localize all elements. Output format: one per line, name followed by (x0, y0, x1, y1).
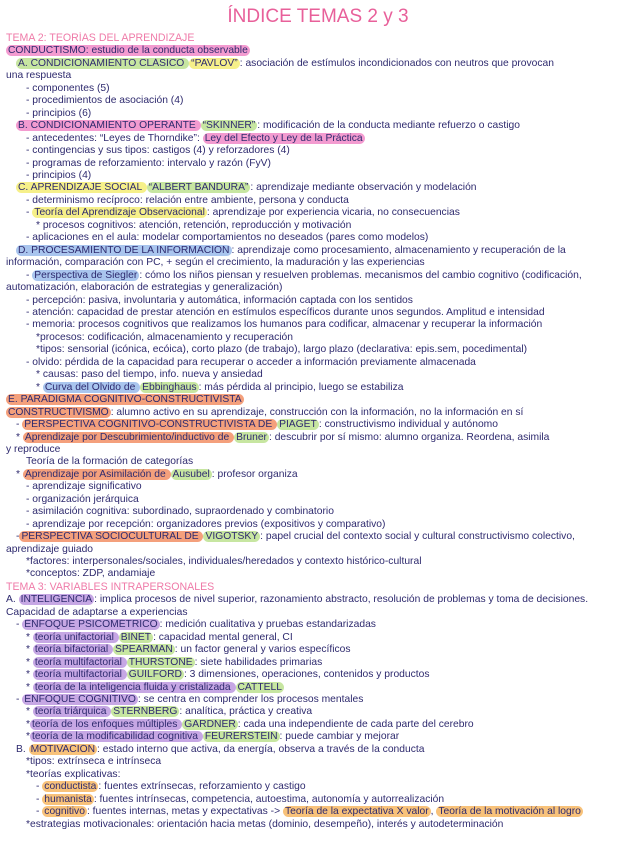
outline-line (6, 694, 630, 706)
highlighted-term: “ALBERT BANDURA” (148, 182, 249, 194)
line-text: : fuentes intrínsecas, competencia, autoestima, autonomía y autorrealización (93, 793, 445, 805)
line-text: *teorías explicativas: (26, 768, 121, 780)
highlighted-term: Teoría de la motivación al logro (438, 806, 581, 818)
line-text: : implica procesos de nivel superior, razonamiento abstracto, resolución de problemas y toma de decisiones. (94, 594, 589, 606)
highlighted-term: Ausubel (172, 468, 210, 480)
outline-line (6, 108, 630, 120)
section-heading: TEMA 2: TEORÍAS DEL APRENDIZAJE (6, 32, 195, 44)
line-text: Teoría de la formación de categorías (26, 456, 194, 468)
highlighted-term: GARDNER (184, 718, 236, 730)
highlighted-term: INTELIGENCIA (20, 594, 93, 606)
line-text: - (26, 207, 33, 219)
outline-line (6, 632, 630, 644)
line-text: - (36, 806, 43, 818)
outline-line (6, 70, 630, 82)
outline-line (6, 220, 630, 232)
outline-line (6, 568, 630, 580)
line-text: - percepción: pasiva, involuntaria y automática, información captada con los sentidos (26, 294, 413, 306)
line-text: : estado interno que activa, da energía, observa a través de la conducta (97, 743, 425, 755)
outline-line (6, 444, 630, 456)
line-text: B. (16, 743, 29, 755)
line-text: - atención: capacidad de prestar atención en estímulos específicos durante unos segundos. Amplitud e intensidad (26, 306, 545, 318)
line-text: - asimilación cognitiva: subordinado, supraordenado y combinatorio (26, 506, 334, 518)
outline-line (6, 120, 630, 132)
outline-line (6, 270, 630, 282)
line-text: automatización, elaboración de estrategias y generalización) (6, 282, 283, 294)
line-text: * (16, 468, 23, 480)
line-text: : fuentes extrínsecas, reforzamiento y castigo (98, 781, 306, 793)
highlighted-term: Aprendizaje por Asimilación de (24, 468, 169, 480)
line-text: - (16, 694, 23, 706)
highlighted-term: PERSPECTIVA SOCIOCULTURAL DE (21, 531, 202, 543)
line-text: - principios (4) (26, 169, 92, 181)
line-text: - olvido: pérdida de la capacidad para recuperar o acceder a información previamente almacenada (26, 356, 476, 368)
highlighted-term: B. CONDICIONAMIENTO OPERANTE (18, 120, 199, 132)
outline-line (6, 245, 630, 257)
line-text: *tipos: sensorial (icónica, ecóica), corto plazo (de trabajo), largo plazo (declarativa: epis.sem, pocedimental) (36, 344, 528, 356)
outline-line (6, 619, 630, 631)
highlighted-term: ENFOQUE COGNITIVO (24, 694, 136, 706)
outline-line (6, 806, 630, 818)
line-text: *tipos: extrínseca e intrínseca (26, 756, 162, 768)
outline-body (6, 32, 630, 831)
outline-line (6, 682, 630, 694)
line-text: - (16, 419, 23, 431)
line-text: : puede cambiar y mejorar (279, 731, 400, 743)
line-text: : papel crucial del contexto social y cultural constructivismo colectivo, (260, 531, 575, 543)
highlighted-term: E. PARADIGMA COGNITIVO-CONSTRUCTIVISTA (8, 394, 242, 406)
highlighted-term: ENFOQUE PSICOMÉTRICO (24, 619, 158, 631)
highlighted-term: humanista (44, 793, 92, 805)
line-text: aprendizaje guiado (6, 543, 94, 555)
highlighted-term: Bruner (236, 431, 267, 443)
section-heading: TEMA 3: VARIABLES INTRAPERSONALES (6, 580, 215, 593)
line-text: * (26, 681, 33, 693)
outline-line (6, 344, 630, 356)
line-text: y reproduce (6, 443, 61, 455)
line-text: * (26, 718, 31, 730)
line-text: * (16, 431, 23, 443)
highlighted-term: Aprendizaje por Descubrimiento/inductivo de (24, 431, 233, 443)
line-text: : alumno activo en su aprendizaje, construcción con la información, no la información en sí (110, 406, 524, 418)
outline-line (6, 95, 630, 107)
line-text: : más pérdida al principio, luego se estabiliza (198, 381, 404, 393)
line-text: * (26, 631, 33, 643)
line-text: : constructivismo individual y autónomo (318, 419, 498, 431)
outline-line (6, 607, 630, 619)
outline-line (6, 282, 630, 294)
outline-line (6, 182, 630, 194)
line-text: - aprendizaje por recepción: organizadores previos (expositivos y comparativo) (26, 518, 386, 530)
line-text: * (36, 381, 43, 393)
highlighted-term: Perspectiva de Siegler (34, 269, 138, 281)
highlighted-term: STERNBERG (113, 706, 178, 718)
outline-line (6, 232, 630, 244)
highlighted-term: “PAVLOV” (191, 57, 238, 69)
line-text: *factores: interpersonales/sociales, individuales/heredados y contexto histórico-cultural (26, 556, 422, 568)
outline-line (6, 731, 630, 743)
highlighted-term: teoría multifactorial (34, 656, 125, 668)
highlighted-term: PERSPECTIVA COGNITIVO-CONSTRUCTIVISTA DE (24, 419, 276, 431)
highlighted-term: “SKINNER” (202, 120, 256, 132)
line-text: : aprendizaje mediante observación y modelación (250, 182, 477, 194)
highlighted-term: A. CONDICIONAMIENTO CLÁSICO (18, 57, 188, 69)
line-text: - contingencias y sus tipos: castigos (4) y reforzadores (4) (26, 145, 290, 157)
outline-line (6, 382, 630, 394)
outline-line (6, 58, 630, 70)
line-text: - determinismo recíproco: relación entre ambiente, persona y conducta (26, 194, 349, 206)
line-text: *conceptos: ZDP, andamiaje (26, 568, 156, 580)
line-text: - (36, 781, 43, 793)
outline-line (6, 657, 630, 669)
highlighted-term: CATTELL (237, 681, 282, 693)
outline-line (6, 295, 630, 307)
line-text: : capacidad mental general, CI (153, 631, 293, 643)
outline-line (6, 581, 630, 594)
highlighted-term: PIAGET (279, 419, 317, 431)
highlighted-term: MOTIVACIÓN (30, 743, 96, 755)
line-text: - aprendizaje significativo (26, 481, 142, 493)
line-text: : asociación de estímulos incondicionados con neutros que provocan (239, 57, 554, 69)
line-text: - (36, 793, 43, 805)
highlighted-term: GUILFORD (128, 669, 182, 681)
line-text: , (430, 806, 437, 818)
line-text: *estrategias motivacionales: orientación hacia metas (dominio, desempeño), interés y autodeterminación (26, 818, 504, 830)
highlighted-term: FEURERSTEIN (204, 731, 278, 743)
highlighted-term: THURSTONE (128, 656, 193, 668)
outline-line (6, 419, 630, 431)
line-text: : se centra en comprender los procesos mentales (137, 694, 364, 706)
line-text: - aplicaciones en el aula: modelar comportamientos no deseados (pares como modelos) (26, 232, 429, 244)
outline-line (6, 781, 630, 793)
line-text: - principios (6) (26, 107, 92, 119)
line-text: : cómo los niños piensan y resuelven problemas. mecanismos del cambio cognitivo (codificación, (139, 269, 582, 281)
line-text: : un factor general y varios específicos (174, 644, 351, 656)
highlighted-term: VIGOTSKY (205, 531, 259, 543)
highlighted-term: teoría de los enfoques múltiples (32, 718, 181, 730)
highlighted-term: Curva del Olvido de (44, 381, 139, 393)
line-text: Capacidad de adaptarse a experiencias (6, 606, 188, 618)
line-text: una respuesta (6, 70, 72, 82)
line-text: información, comparación con PC, + según el crecimiento, la maduración y las experiencias (6, 257, 425, 269)
outline-line (6, 644, 630, 656)
highlighted-term: conductista (44, 781, 97, 793)
line-text: *procesos: codificación, almacenamiento y recuperación (36, 331, 293, 343)
line-text: : fuentes internas, metas y expectativas -> (86, 806, 283, 818)
highlighted-term: CONDUCTISMO: estudio de la conducta observable (8, 45, 248, 57)
line-text: * procesos cognitivos: atención, retención, reproducción y motivación (36, 219, 352, 231)
line-text: - antecedentes: “Leyes de Thorndike”: (26, 132, 203, 144)
outline-line (6, 45, 630, 57)
highlighted-term: SPEARMAN (115, 644, 173, 656)
outline-line (6, 669, 630, 681)
line-text: * (26, 656, 33, 668)
highlighted-term: teoría de la inteligencia fluida y cristalizada (34, 681, 234, 693)
line-text: * causas: paso del tiempo, info. nueva y ansiedad (36, 369, 263, 381)
outline-line (6, 145, 630, 157)
line-text: - (26, 269, 33, 281)
highlighted-term: CONSTRUCTIVISMO (8, 406, 109, 418)
outline-line (6, 133, 630, 145)
line-text: - memoria: procesos cognitivos que realizamos los humanos para codificar, almacenar y recuperar la información (26, 319, 543, 331)
outline-line (6, 394, 630, 406)
page-title: ÍNDICE TEMAS 2 y 3 (227, 6, 409, 27)
line-text: A. (6, 594, 19, 606)
line-text: - procedimientos de asociación (4) (26, 95, 184, 107)
outline-line (6, 357, 630, 369)
outline-line (6, 519, 630, 531)
outline-line (6, 556, 630, 568)
outline-line (6, 544, 630, 556)
line-text: : modificación de la conducta mediante refuerzo o castigo (257, 120, 520, 132)
outline-line (6, 456, 630, 468)
highlighted-term: Teoría del Aprendizaje Observacional (34, 207, 205, 219)
line-text: * (26, 731, 31, 743)
outline-line (6, 170, 630, 182)
line-text: * (26, 669, 33, 681)
outline-line (6, 407, 630, 419)
line-text: : analítica, práctica y creativa (179, 706, 313, 718)
outline-line (6, 469, 630, 481)
outline-line (6, 794, 630, 806)
line-text: : medición cualitativa y pruebas estandarizadas (159, 619, 376, 631)
outline-line (6, 332, 630, 344)
line-text: : aprendizaje por experiencia vicaria, no consecuencias (206, 207, 460, 219)
outline-line (6, 319, 630, 331)
outline-line (6, 481, 630, 493)
outline-line (6, 207, 630, 219)
outline-line (6, 158, 630, 170)
outline-line (6, 494, 630, 506)
outline-line (6, 819, 630, 831)
line-text: : siete habilidades primarias (194, 656, 323, 668)
outline-line (6, 307, 630, 319)
line-text: : 3 dimensiones, operaciones, contenidos y productos (183, 669, 430, 681)
line-text: * (26, 706, 33, 718)
highlighted-term: teoría unifactorial (34, 631, 117, 643)
outline-line (6, 195, 630, 207)
highlighted-term: Ley del Efecto y Ley de la Práctica (204, 132, 363, 144)
highlighted-term: cognitivo (44, 806, 85, 818)
outline-line (6, 756, 630, 768)
highlighted-term: teoría multifactorial (34, 669, 125, 681)
outline-line (6, 769, 630, 781)
line-text: * (26, 644, 33, 656)
line-text: - programas de reforzamiento: intervalo y razón (FyV) (26, 157, 271, 169)
outline-line (6, 432, 630, 444)
outline-line (6, 506, 630, 518)
outline-line (6, 257, 630, 269)
outline-line (6, 719, 630, 731)
highlighted-term: D. PROCESAMIENTO DE LA INFORMACIÓN (18, 244, 230, 256)
outline-line (6, 531, 630, 543)
highlighted-term: Ebbinghaus (142, 381, 197, 393)
line-text: : cada una independiente de cada parte del cerebro (237, 718, 474, 730)
outline-line (6, 594, 630, 606)
outline-line (6, 744, 630, 756)
outline-line (6, 369, 630, 381)
outline-line (6, 32, 630, 45)
line-text: : aprendizaje como procesamiento, almacenamiento y recuperación de la (231, 244, 566, 256)
line-text: : descubrir por sí mismo: alumno organiza. Reordena, asimila (268, 431, 550, 443)
highlighted-term: teoría bifactorial (34, 644, 111, 656)
line-text: - (16, 619, 23, 631)
highlighted-term: C. APRENDIZAJE SOCIAL (18, 182, 145, 194)
highlighted-term: BINET (120, 631, 152, 643)
outline-line (6, 706, 630, 718)
highlighted-term: teoría de la modificabilidad cognitiva (32, 731, 201, 743)
highlighted-term: Teoría de la expectativa X valor (284, 806, 429, 818)
line-text: : profesor organiza (211, 468, 298, 480)
line-text: - (16, 531, 20, 543)
outline-line (6, 83, 630, 95)
line-text: - componentes (5) (26, 82, 110, 94)
line-text: - organización jerárquica (26, 493, 139, 505)
highlighted-term: teoría triárquica (34, 706, 110, 718)
